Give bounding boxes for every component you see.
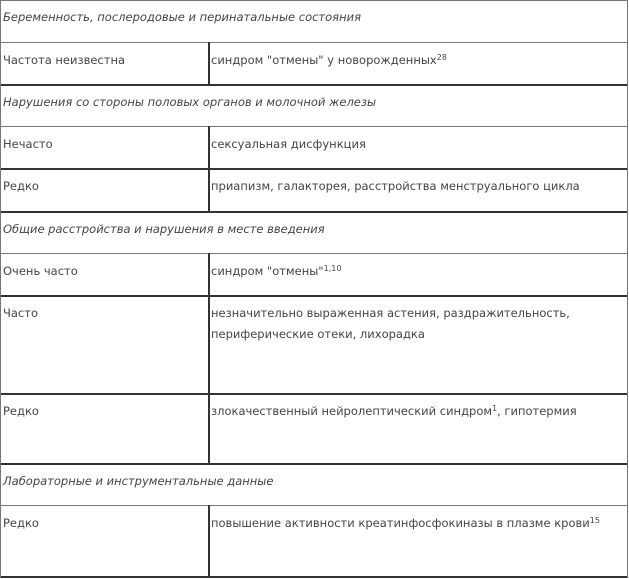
grid-line xyxy=(0,576,628,578)
grid-line xyxy=(0,211,628,213)
section-title: Нарушения со стороны половых органов и молочной железы xyxy=(3,95,377,109)
effect-cell xyxy=(211,261,621,282)
effect-text-tail: , гипотермия xyxy=(497,404,577,418)
grid-line xyxy=(208,126,210,212)
footnote-ref: 15 xyxy=(589,516,600,525)
table-row xyxy=(0,506,627,577)
grid-line xyxy=(0,0,628,1)
effect-cell xyxy=(211,401,621,422)
footnote-ref: 1,10 xyxy=(323,264,342,273)
frequency-cell: Частота неизвестна xyxy=(3,53,126,67)
section-title: Беременность, послеродовые и перинатальные состояния xyxy=(3,10,361,24)
grid-line xyxy=(208,42,210,85)
table-section-header xyxy=(0,0,627,43)
effect-text: злокачественный нейролептический синдром xyxy=(211,404,493,418)
grid-line xyxy=(627,0,628,578)
table-row xyxy=(0,127,627,169)
grid-line xyxy=(0,505,628,506)
table-row xyxy=(0,169,627,212)
grid-line xyxy=(208,505,210,577)
grid-line xyxy=(0,0,1,578)
frequency-cell: Редко xyxy=(3,404,39,418)
frequency-cell: Часто xyxy=(3,306,38,320)
frequency-cell: Нечасто xyxy=(3,137,53,151)
grid-line xyxy=(0,253,628,254)
footnote-ref: 1 xyxy=(492,404,498,413)
effect-cell: приапизм, галакторея, расстройства менструального цикла xyxy=(211,179,580,193)
grid-line xyxy=(208,253,210,464)
footnote-ref: 28 xyxy=(436,53,447,62)
effect-cell xyxy=(211,513,621,534)
table-section-header xyxy=(0,212,627,254)
table-section-header xyxy=(0,464,627,506)
table-row xyxy=(0,254,627,296)
grid-line xyxy=(0,126,628,127)
grid-line xyxy=(0,295,628,297)
effect-cell: незначительно выраженная астения, раздражительность, периферические отеки, лихорадка xyxy=(211,306,570,341)
effect-text: синдром "отмены" xyxy=(211,264,324,278)
effect-text: синдром "отмены" у новорожденных xyxy=(211,53,437,67)
frequency-cell: Редко xyxy=(3,516,39,530)
grid-line xyxy=(0,168,628,170)
effect-cell xyxy=(211,50,621,71)
table-row xyxy=(0,296,627,394)
section-title: Общие расстройства и нарушения в месте введения xyxy=(3,222,325,236)
effect-text: повышение активности креатинфосфокиназы в плазме крови xyxy=(211,516,590,530)
grid-line xyxy=(0,84,628,86)
grid-line xyxy=(0,42,628,43)
table-section-header xyxy=(0,85,627,127)
grid-line xyxy=(0,393,628,395)
table-row xyxy=(0,43,627,85)
effect-cell: сексуальная дисфункция xyxy=(211,137,366,151)
frequency-cell: Редко xyxy=(3,179,39,193)
table-row xyxy=(0,394,627,464)
section-title: Лабораторные и инструментальные данные xyxy=(3,474,274,488)
frequency-cell: Очень часто xyxy=(3,264,78,278)
grid-line xyxy=(0,463,628,465)
